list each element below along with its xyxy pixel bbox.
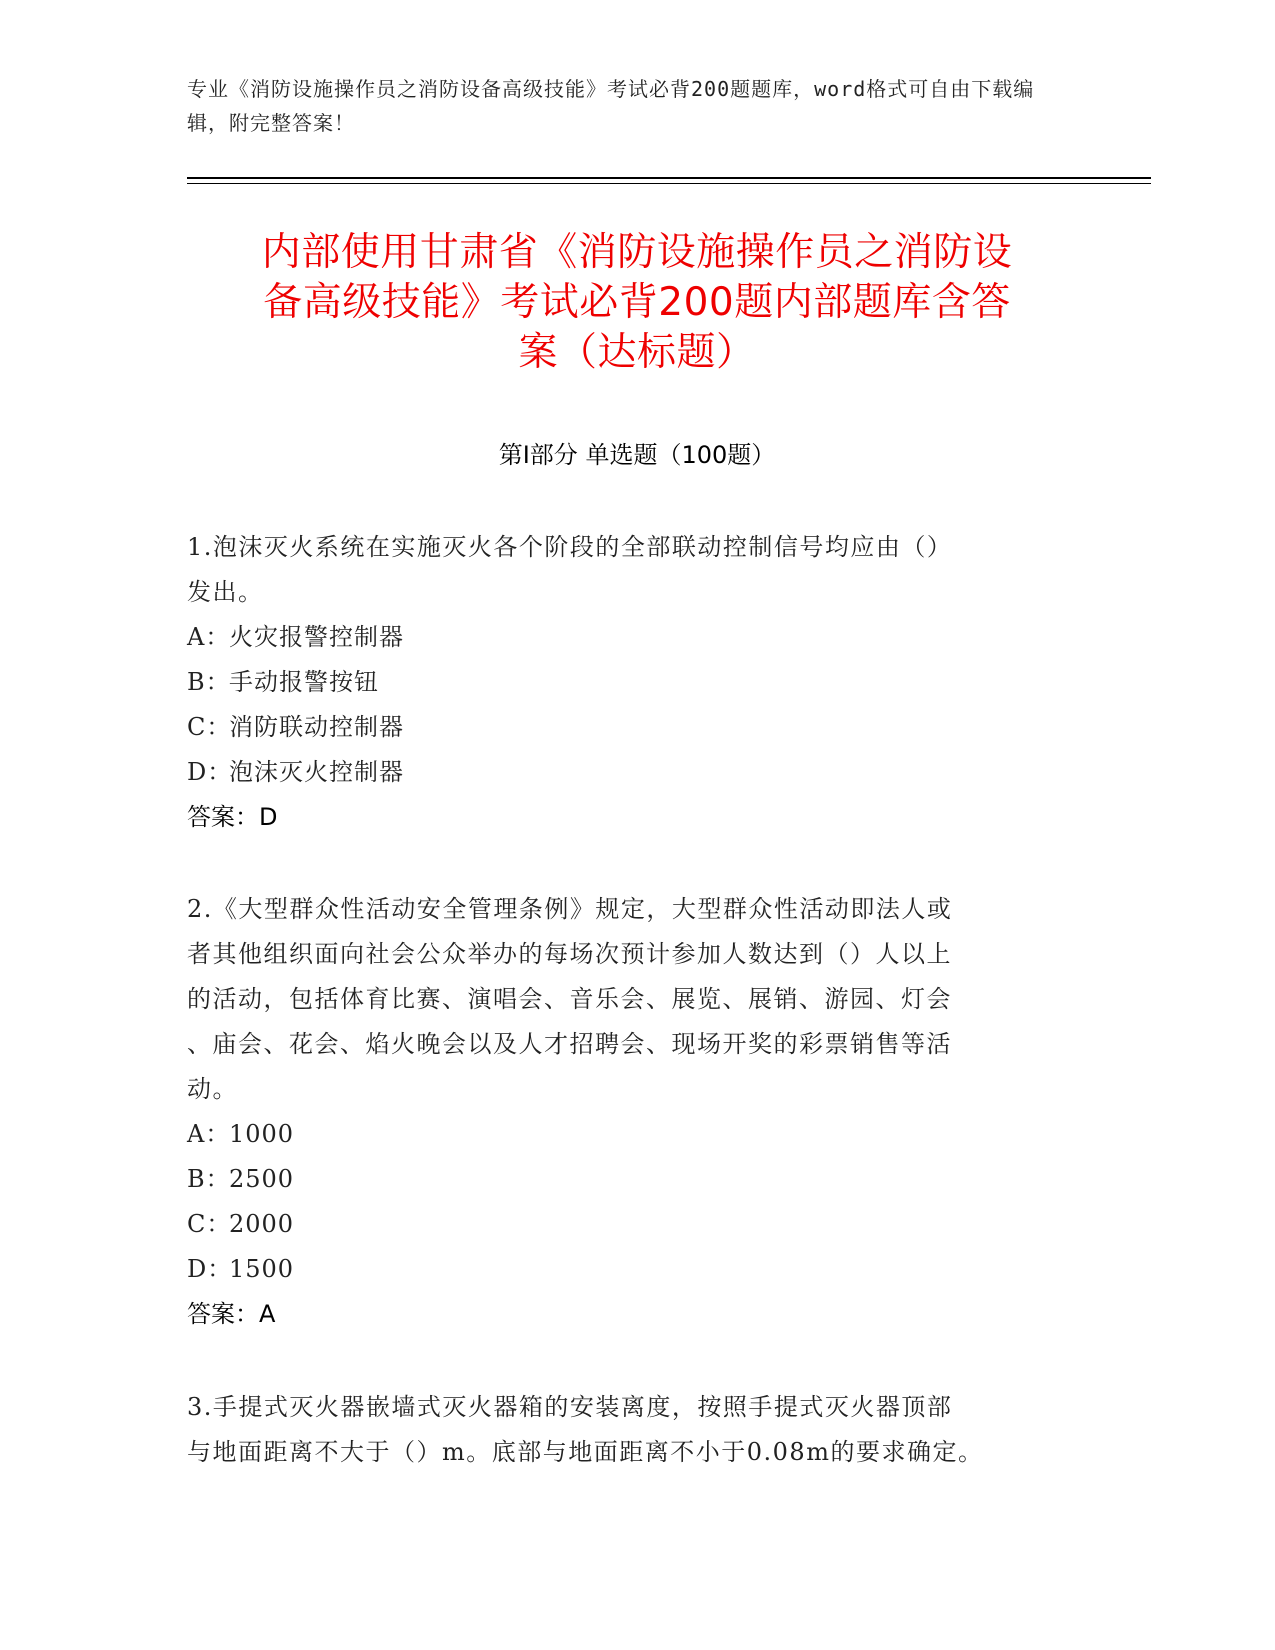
- question-stem-line: 者其他组织面向社会公众举办的每场次预计参加人数达到（）人以上: [187, 940, 952, 968]
- option-d: [187, 750, 1067, 795]
- option-key: D：: [187, 1255, 233, 1283]
- option-d: [187, 1247, 1067, 1292]
- answer-line: 答案：D: [187, 803, 278, 831]
- option-key: B：: [187, 1165, 231, 1193]
- option-b: [187, 660, 1067, 705]
- option-key: A：: [187, 1120, 231, 1148]
- option-b: [187, 1157, 1067, 1202]
- option-key: B：: [187, 668, 231, 696]
- title-line: 案（达标题）: [518, 330, 756, 375]
- option-c: [187, 705, 1067, 750]
- option-text: 消防联动控制器: [229, 713, 404, 741]
- option-text: 2000: [229, 1210, 295, 1238]
- section-heading: 第Ⅰ部分 单选题（100题）: [498, 441, 776, 469]
- question-2: [187, 887, 1067, 1337]
- option-key: A：: [187, 623, 231, 651]
- question-stem-line: 2.《大型群众性活动安全管理条例》规定，大型群众性活动即法人或: [187, 895, 953, 923]
- question-stem-line: 、庙会、花会、焰火晚会以及人才招聘会、现场开奖的彩票销售等活: [187, 1030, 952, 1058]
- question-stem-line: 3.手提式灭火器嵌墙式灭火器箱的安装离度，按照手提式灭火器顶部: [187, 1393, 953, 1421]
- question-1: [187, 525, 1067, 840]
- option-text: 手动报警按钮: [229, 668, 379, 696]
- option-a: [187, 1112, 1067, 1157]
- option-key: C：: [187, 1210, 232, 1238]
- document-title: [187, 228, 1087, 378]
- answer-line: 答案：A: [187, 1300, 276, 1328]
- header-divider-thin: [187, 183, 1151, 184]
- title-line: 内部使用甘肃省《消防设施操作员之消防设: [261, 230, 1013, 275]
- header-note: 专业《消防设施操作员之消防设备高级技能》考试必背200题题库，word格式可自由下载编辑，附完整答案！: [187, 77, 1035, 135]
- question-3: [187, 1385, 1067, 1475]
- question-stem-line: 与地面距离不大于（）m。底部与地面距离不小于0.08m的要求确定。: [187, 1438, 984, 1466]
- option-key: C：: [187, 713, 232, 741]
- title-line: 备高级技能》考试必背200题内部题库含答: [263, 280, 1011, 325]
- option-text: 1000: [229, 1120, 295, 1148]
- option-text: 火灾报警控制器: [229, 623, 404, 651]
- option-text: 泡沫灭火控制器: [229, 758, 404, 786]
- option-text: 1500: [229, 1255, 295, 1283]
- question-stem-line: 发出。: [187, 578, 264, 606]
- option-c: [187, 1202, 1067, 1247]
- option-a: [187, 615, 1067, 660]
- option-text: 2500: [229, 1165, 295, 1193]
- question-stem-line: 的活动，包括体育比赛、演唱会、音乐会、展览、展销、游园、灯会: [187, 985, 952, 1013]
- question-stem-line: 1.泡沫灭火系统在实施灭火各个阶段的全部联动控制信号均应由（）: [187, 533, 953, 561]
- question-stem-line: 动。: [187, 1075, 238, 1103]
- header-divider-thick: [187, 177, 1151, 179]
- option-key: D：: [187, 758, 233, 786]
